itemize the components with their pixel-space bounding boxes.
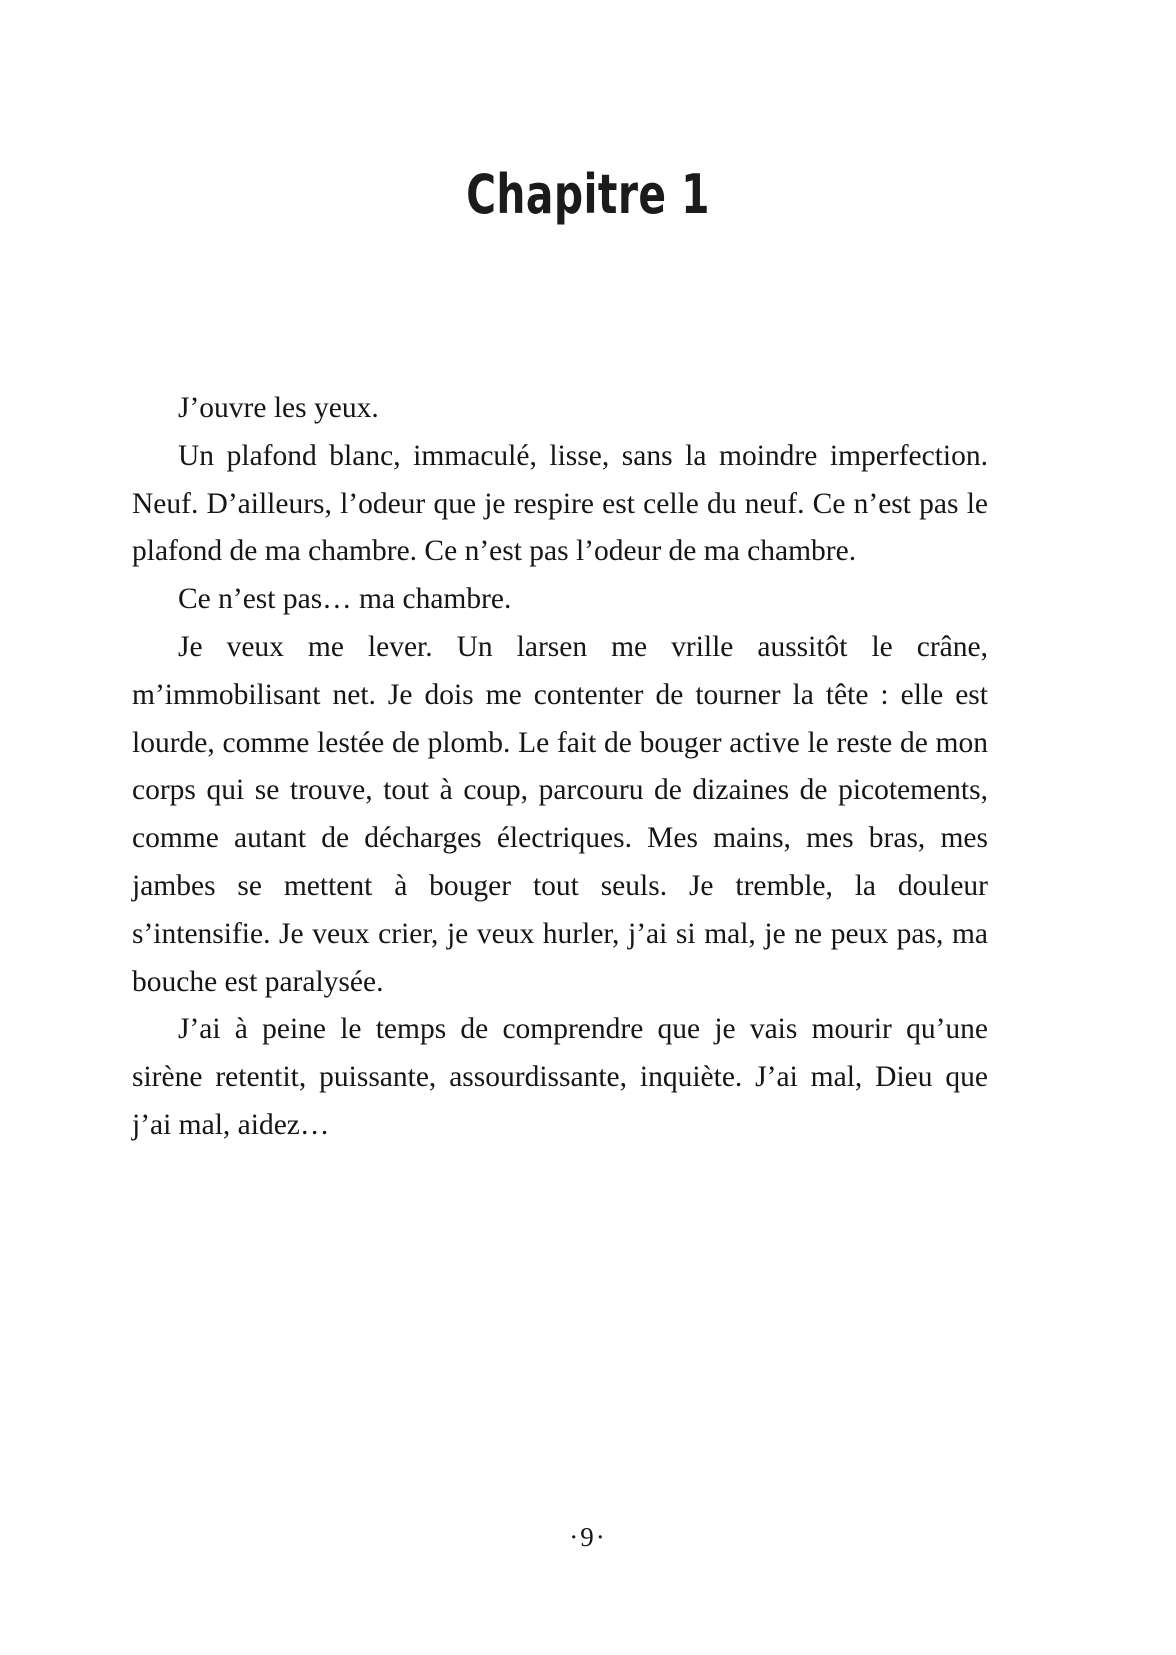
body-text — [132, 385, 988, 1150]
paragraph: Ce n’est pas… ma chambre. — [178, 583, 512, 616]
paragraph: J’ai à peine le temps de comprendre que je vais mourir qu’une sirène retentit, puissante, assourdissante, inquiète. J’ai mal, Dieu que j’ai mal, aidez… — [132, 1013, 988, 1141]
paragraph: Je veux me lever. Un larsen me vrille aussitôt le crâne, m’immobilisant net. Je dois me contenter de tourner la tête : elle est lourde, comme lestée de plomb. Le fait de bouger active le reste de mon corps qui se trouve, tout à coup, parcouru de dizaines de picotements, comme autant de décharges électriques. Mes mains, mes bras, mes jambes se mettent à bouger tout seuls. Je tremble, la douleur s’intensifie. Je veux crier, je veux hurler, j’ai si mal, je ne peux pas, ma bouche est paralysée. — [132, 630, 988, 998]
paragraph: Un plafond blanc, immaculé, lisse, sans la moindre imperfection. Neuf. D’ailleurs, l’odeur que je respire est celle du neuf. Ce n’est pas le plafond de ma chambre. Ce n’est pas l’odeur de ma chambre. — [132, 439, 988, 568]
page-number: ·9· — [569, 1522, 607, 1552]
paragraph: J’ouvre les yeux. — [178, 392, 379, 424]
page-title: Chapitre 1 — [466, 163, 710, 227]
